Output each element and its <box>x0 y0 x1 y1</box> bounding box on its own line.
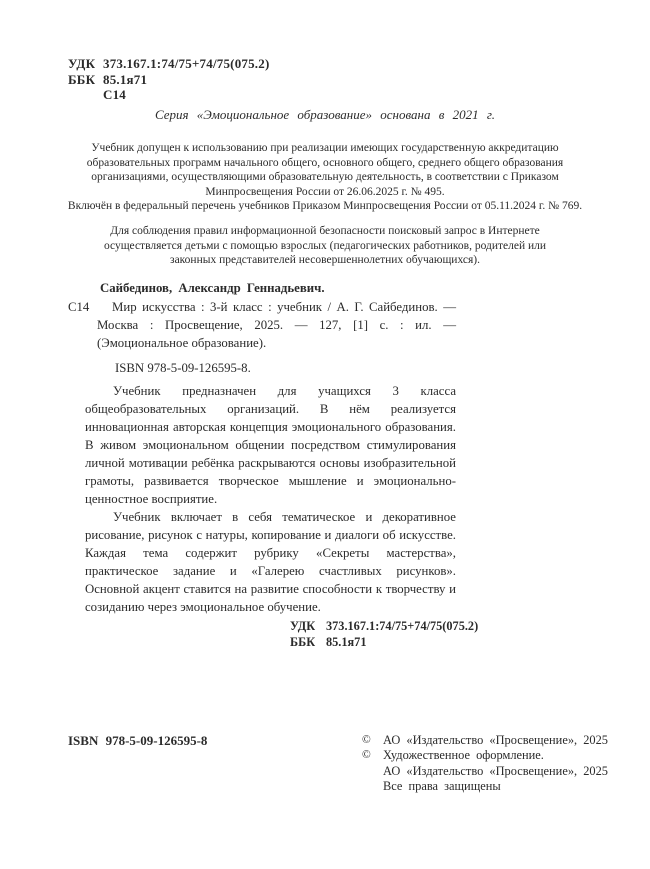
card-udk-value: 373.167.1:74/75+74/75(075.2) <box>326 619 479 633</box>
copyright-line <box>362 764 608 779</box>
card-author-sign: С14 <box>68 300 90 314</box>
footer-isbn: ISBN 978-5-09-126595-8 <box>68 733 208 748</box>
udk-code-line <box>68 56 269 72</box>
udk-value: 373.167.1:74/75+74/75(075.2) <box>103 56 270 71</box>
copyright-line <box>362 779 608 794</box>
copyright-block <box>362 733 608 795</box>
approval-notice: Учебник допущен к использованию при реализации имеющих государственную аккредитацию образовательных программ начального общего, основного общего, среднего общего образования организациями, осуществляющими образовательную деятельность, в соответствии с Приказом Минпросвещения России от 26.06.2025 г. № 495. <box>86 142 564 198</box>
series-note: Серия «Эмоциональное образование» основана в 2021 г. <box>154 107 495 122</box>
federal-list-notice: Включён в федеральный перечень учебников Приказом Минпросвещения России от 05.11.2024 г. № 769. <box>67 200 583 213</box>
author-sign-line <box>68 87 269 103</box>
annotation-paragraph-1: Учебник предназначен для учащихся 3 класса общеобразовательных организаций. В нём реализуется инновационная авторская концепция эмоционального образования. В живом эмоциональном общении посредством стимулирования личной мотивации ребёнка раскрываются основы изобразительной грамоты, развивается творческое мышление и эмоционально-ценностное восприятие. <box>85 384 456 506</box>
bbk-code-line <box>68 72 269 88</box>
author-sign: С14 <box>103 87 126 102</box>
copyright-line <box>362 748 608 763</box>
copyright-text: АО «Издательство «Просвещение», 2025 <box>383 733 608 747</box>
copyright-line <box>362 733 608 748</box>
card-bbk-label: ББК <box>290 634 316 649</box>
copyright-text: Все права защищены <box>383 779 501 794</box>
udk-label: УДК <box>68 56 96 71</box>
card-bbk-value: 85.1я71 <box>326 634 367 649</box>
copyright-icon: © <box>362 734 371 746</box>
safety-notice: Для соблюдения правил информационной безопасности поисковый запрос в Интернете осуществляется детьми с помощью взрослых (педагогических работников, родителей или законных представителей несовершеннолетних обучающихся). <box>103 224 547 267</box>
annotation-paragraph-2: Учебник включает в себя тематическое и декоративное рисование, рисунок с натуры, копирование и диалоги об искусстве. Каждая тема содержит рубрику «Секреты мастерства», практическое задание и «Галерею счастливых рисунков». Основной акцент ставится на развитие способности к творчеству и созиданию через эмоциональное обучение. <box>85 510 456 614</box>
author-line: Сайбединов, Александр Геннадьевич. <box>100 281 325 295</box>
copyright-icon: © <box>362 749 371 762</box>
card-bbk-line <box>290 635 460 651</box>
bibliographic-entry <box>68 298 460 352</box>
bibliographic-description: Мир искусства : 3-й класс : учебник / А. Г. Сайбединов. — Москва : Просвещение, 2025. — 127, [1] с. : ил. — (Эмоциональное образование). <box>97 300 456 350</box>
catalog-card <box>68 279 479 650</box>
card-udk-line <box>290 619 479 635</box>
top-codes-block <box>68 56 269 103</box>
copyright-text: Художественное оформление. <box>383 748 544 763</box>
card-codes-block <box>290 619 479 650</box>
notices-block <box>59 141 591 268</box>
copyright-text: АО «Издательство «Просвещение», 2025 <box>383 763 608 778</box>
bbk-label: ББК <box>68 71 96 87</box>
card-udk-label: УДК <box>290 619 316 633</box>
annotation-block <box>85 382 456 616</box>
card-isbn-line: ISBN 978-5-09-126595-8. <box>115 361 251 375</box>
bbk-value: 85.1я71 <box>103 71 148 87</box>
